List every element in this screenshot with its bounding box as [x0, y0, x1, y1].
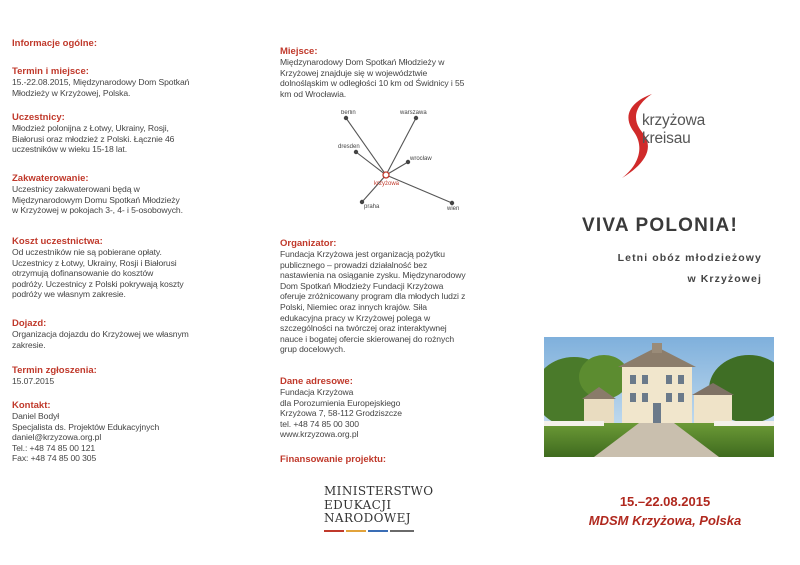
map-label-wroclaw: wrocław [410, 156, 432, 162]
organizer-line: nastawienia na osiąganie zysku. Międzynarodowy [280, 270, 466, 281]
accommodation-line: w Krzyżowej w pokojach 3-, 4- i 5-osobowych. [12, 205, 183, 216]
map-label-berlin: berlin [341, 110, 356, 116]
deadline-heading: Termin zgłoszenia: [12, 365, 97, 376]
organizer-line: szczególności na twórczej oraz interaktywnej [280, 323, 447, 334]
organizer-line: grup docelowych. [280, 344, 346, 355]
organizer-line: Dom Spotkań Młodzieży Fundacji Krzyżowa [280, 280, 444, 291]
map-point-dresden [354, 150, 358, 154]
contact-heading: Kontakt: [12, 400, 51, 411]
organizer-section [280, 238, 512, 355]
logo-text-kreisau: kreisau [642, 130, 691, 147]
cost-heading: Koszt uczestnictwa: [12, 236, 103, 247]
organizer-line: nauce i bogatej ofercie skierowanej do rożnych [280, 333, 455, 344]
address-section [280, 376, 512, 440]
address-line: Krzyżowa 7, 58-112 Grodziszcze [280, 408, 402, 419]
map-label-warszawa: warszawa [400, 110, 427, 116]
place-heading: Miejsce: [280, 46, 318, 57]
ministry-line: EDUKACJI [324, 497, 392, 512]
subtitle-line-2: w Krzyżowej [687, 273, 762, 285]
event-location: MDSM Krzyżowa, Polska [588, 513, 742, 528]
place-section [280, 46, 512, 99]
map-point-krzyzowa [383, 172, 389, 178]
participants-heading: Uczestnicy: [12, 112, 65, 123]
participants-line: Młodzież polonijna z Łotwy, Ukrainy, Rosji, [12, 123, 169, 133]
krzyzowa-logo [618, 92, 768, 182]
cost-section [12, 236, 248, 300]
map-point-berlin [344, 116, 348, 120]
organizer-heading: Organizator: [280, 238, 337, 249]
contact-role: Specjalista ds. Projektów Edukacyjnych [12, 421, 160, 432]
travel-section [12, 318, 248, 350]
organizer-line: Polski, Niemiec oraz innych krajów. Siła [280, 301, 427, 312]
participants-line: Białorusi oraz młodzież z Polski. Łącznie 46 [12, 133, 175, 144]
building-photo [544, 337, 774, 457]
cost-line: podróży we własnym zakresie. [12, 289, 126, 300]
address-line: tel. +48 74 85 00 300 [280, 418, 359, 429]
accommodation-line: Międzynarodowym Domu Spotkań Młodzieży [12, 194, 180, 205]
map-label-wien: wien [447, 206, 460, 212]
term-line: Młodzieży w Krzyżowej, Polska. [12, 87, 131, 98]
contact-name: Daniel Bodył [12, 411, 60, 421]
ministry-line: MINISTERSTWO [324, 484, 434, 498]
event-date: 15.–22.08.2015 [619, 494, 711, 509]
logo-text-krzyzowa: krzyżowa [642, 112, 705, 129]
deadline-section [12, 365, 248, 387]
participants-line: uczestników w wieku 15-18 lat. [12, 144, 127, 155]
accommodation-heading: Zakwaterowanie: [12, 173, 89, 184]
place-line: dolnośląskim w odległości 10 km od Świdnicy i 55 [280, 78, 465, 89]
travel-heading: Dojazd: [12, 318, 47, 329]
place-line: Międzynarodowy Dom Spotkań Młodzieży w [280, 57, 445, 67]
contact-email[interactable]: daniel@krzyzowa.org.pl [12, 432, 102, 443]
subtitle-line-1: Letni obóz młodzieżowy [617, 252, 762, 264]
cost-line: Uczestnicy z Łotwy, Ukrainy, Rosji i Białorusi [12, 257, 177, 268]
contact-phone: Tel.: +48 74 85 00 121 [12, 442, 96, 453]
location-map [330, 110, 470, 220]
ministry-line: NARODOWEJ [324, 511, 412, 525]
organizer-line: oferuje zróżnicowany program dla młodych ludzi z [280, 291, 466, 302]
middle-panel [280, 0, 512, 565]
term-heading: Termin i miejsce: [12, 66, 89, 77]
travel-line: zakresie. [12, 339, 46, 350]
ministry-logo [324, 485, 444, 534]
contact-section [12, 400, 248, 464]
map-point-warszawa [414, 116, 418, 120]
cover-panel [530, 0, 800, 565]
ministry-color-bar-icon [324, 528, 416, 534]
map-point-wien [450, 201, 454, 205]
cost-line: podróży. Uczestnicy z Polski pokrywają koszty [12, 278, 184, 289]
participants-section [12, 112, 248, 155]
contact-fax: Fax: +48 74 85 00 305 [12, 453, 97, 464]
map-label-krzyzowa: krzyżowa [374, 181, 400, 187]
left-panel [12, 0, 248, 565]
organizer-line: Fundacja Krzyżowa jest organizacją pożytku [280, 249, 445, 259]
website-link[interactable]: www.krzyzowa.org.pl [280, 429, 359, 440]
organizer-line: edukacyjna pracy w Krzyżowej polega w [280, 312, 431, 323]
place-line: Krzyżowej znajduje się w województwie [280, 67, 428, 78]
cost-line: otrzymują dofinansowanie do kosztów [12, 268, 154, 279]
term-line: 15.-22.08.2015, Międzynarodowy Dom Spotkań [12, 77, 190, 87]
map-label-dresden: dresden [338, 144, 360, 150]
map-label-praha: praha [364, 204, 380, 210]
travel-line: Organizacja dojazdu do Krzyżowej we własnym [12, 329, 189, 339]
deadline-value: 15.07.2015 [12, 376, 55, 386]
general-info-heading: Informacje ogólne: [12, 38, 97, 49]
accommodation-section [12, 173, 248, 216]
palace-photo-image [544, 337, 774, 457]
address-line: Fundacja Krzyżowa [280, 387, 354, 397]
address-line: dla Porozumienia Europejskiego [280, 397, 401, 408]
accommodation-line: Uczestnicy zakwaterowani będą w [12, 184, 140, 194]
funding-heading: Finansowanie projektu: [280, 454, 387, 465]
organizer-line: publicznego – prowadzi działalność bez [280, 259, 428, 270]
address-heading: Dane adresowe: [280, 376, 353, 387]
brochure-title: VIVA POLONIA! [582, 215, 738, 236]
term-section [12, 66, 248, 98]
place-line: km od Wrocławia. [280, 88, 347, 99]
cost-line: Od uczestników nie są pobierane opłaty. [12, 247, 162, 257]
